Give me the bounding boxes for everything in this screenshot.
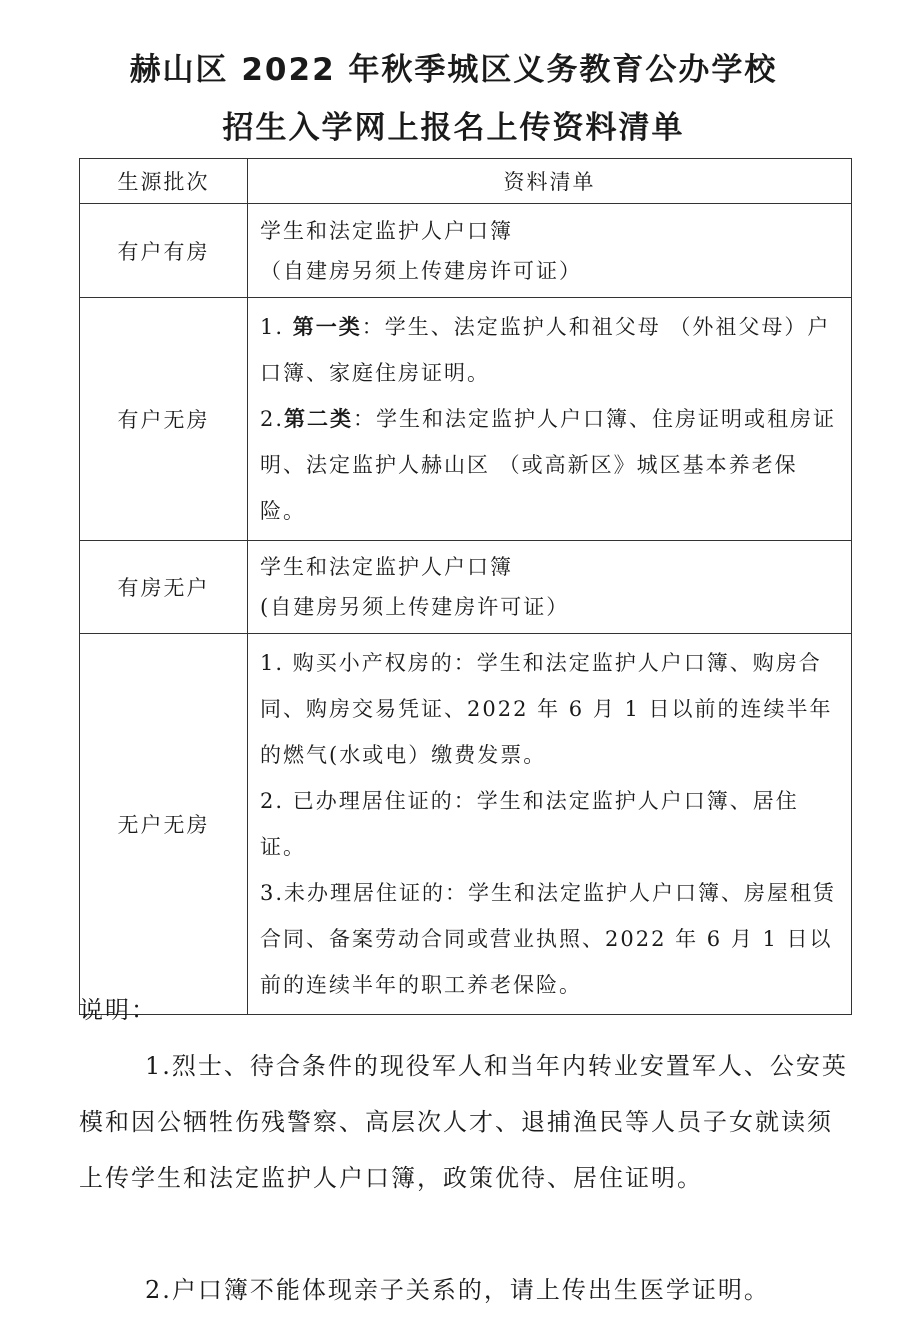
- row-content: [248, 634, 852, 1015]
- item-prefix: 2.: [260, 407, 285, 431]
- content-line: 学生和法定监护人户口簿: [260, 218, 513, 243]
- content-line: 2. 已办理居住证的：学生和法定监护人户口簿、居住证。: [260, 789, 799, 859]
- content-line: [260, 396, 843, 534]
- table-row: [80, 204, 852, 298]
- content-line: [260, 304, 843, 396]
- header-materials-list: 资料清单: [248, 159, 852, 204]
- note-item: 1.烈士、待合条件的现役军人和当年内转业安置军人、公安英模和因公牺牲伤残警察、高层次人才、退捕渔民等人员子女就读须上传学生和法定监护人户口簿，政策优待、居住证明。: [79, 1052, 848, 1192]
- row-content: [248, 204, 852, 298]
- notes-heading: 说明：: [79, 996, 157, 1024]
- row-category: 无户无房: [80, 634, 248, 1015]
- row-category: 有户无房: [80, 298, 248, 541]
- row-content: [248, 298, 852, 541]
- table-row: [80, 541, 852, 634]
- materials-table: [79, 158, 852, 1015]
- row-category: 有房无户: [80, 541, 248, 634]
- document-title-line-2: 招生入学网上报名上传资料清单: [222, 110, 685, 146]
- content-line: （自建房另须上传建房许可证）: [260, 258, 582, 283]
- content-line: 学生和法定监护人户口簿: [260, 555, 513, 579]
- row-content: [248, 541, 852, 634]
- table-header-row: [80, 159, 852, 204]
- content-line: 3.未办理居住证的：学生和法定监护人户口簿、房屋租赁合同、备案劳动合同或营业执照、2022 年 6 月 1 日以前的连续半年的职工养老保险。: [260, 881, 837, 997]
- table-row: [80, 298, 852, 541]
- document-title-line-1: 赫山区 2022 年秋季城区义务教育公办学校: [129, 52, 778, 88]
- note-item: 2.户口簿不能体现亲子关系的，请上传出生医学证明。: [145, 1276, 770, 1304]
- content-line: 1. 购买小产权房的：学生和法定监护人户口簿、购房合同、购房交易凭证、2022 年 6 月 1 日以前的连续半年的燃气(水或电）缴费发票。: [260, 651, 833, 767]
- item-prefix: 1.: [260, 315, 293, 339]
- table-row: [80, 634, 852, 1015]
- item-text: ：学生和法定监护人户口簿、住房证明或租房证明、法定监护人赫山区 （或高新区》城区基本养老保险。: [260, 407, 837, 523]
- item-bold-label: 第二类: [284, 406, 354, 431]
- item-text: ：学生、法定监护人和祖父母 （外祖父母）户口簿、家庭住房证明。: [260, 315, 831, 385]
- row-category: 有户有房: [80, 204, 248, 298]
- content-line: (自建房另须上传建房许可证）: [260, 595, 570, 619]
- header-source-batch: 生源批次: [80, 159, 248, 204]
- item-bold-label: 第一类: [292, 314, 362, 339]
